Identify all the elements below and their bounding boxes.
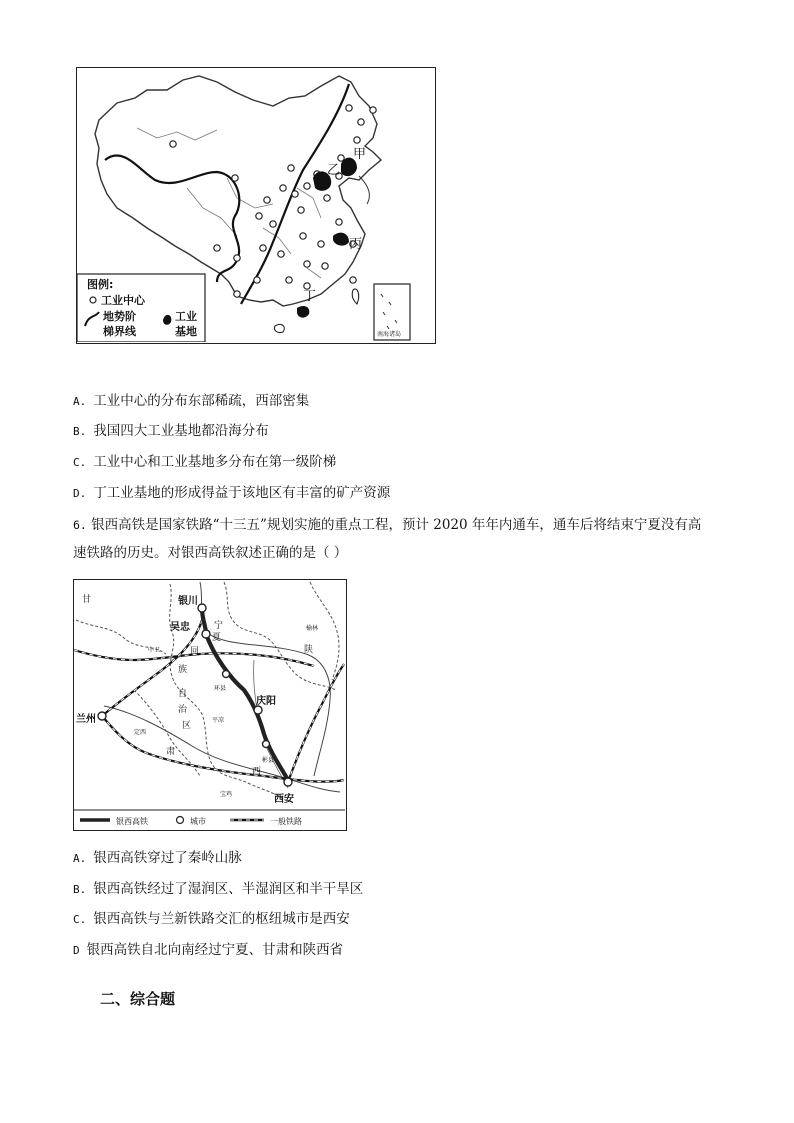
province-boundary-2 — [224, 582, 336, 690]
label-baoji: 宝鸡 — [220, 791, 233, 798]
label-jia: 甲 — [353, 147, 367, 162]
city-yinchuan-marker — [198, 604, 206, 612]
ordinary-railway-4-ticks — [288, 664, 344, 782]
province-boundary — [170, 584, 288, 802]
prov-xi: 西 — [252, 767, 262, 777]
prov-ning: 宁 — [214, 621, 224, 631]
terrain-step-line-1 — [105, 155, 239, 282]
yinxi-railway-map-drawing — [74, 580, 345, 829]
legend-hsr-label: 银西高铁 — [116, 817, 148, 826]
q5-option-d: D. 丁工业基地的形成得益于该地区有丰富的矿产资源 — [73, 485, 391, 501]
q6-option-b: B. 银西高铁经过了湿润区、半湿润区和半干旱区 — [73, 881, 364, 897]
q6-option-a: A. 银西高铁穿过了秦岭山脉 — [73, 850, 242, 866]
legend-line-label-1: 地势阶 — [103, 310, 136, 323]
city-xian: 西安 — [274, 794, 294, 805]
legend-center-symbol — [90, 297, 96, 303]
legend-title: 图例: — [87, 278, 114, 291]
taiwan — [352, 289, 358, 304]
label-zhongwei: 中卫 — [148, 647, 161, 654]
prov-zu: 族 — [178, 665, 188, 675]
city-xian-marker — [284, 778, 292, 786]
label-bing: 丙 — [349, 237, 363, 252]
legend-rail-label: 一般铁路 — [270, 817, 302, 826]
label-dingxi: 定西 — [134, 729, 147, 736]
industrial-centers — [170, 105, 376, 297]
legend-city-symbol — [177, 817, 184, 824]
label-yi: 乙 — [327, 163, 341, 178]
prov-su: 肃 — [166, 747, 176, 757]
prov-shan-top: 陕 — [304, 645, 314, 655]
china-industry-map-drawing — [77, 68, 434, 342]
province-lines — [137, 128, 321, 278]
city-binxian-marker — [263, 741, 270, 748]
city-huanxian-marker — [223, 671, 230, 678]
legend-center-label: 工业中心 — [101, 294, 145, 307]
china-industry-map — [76, 67, 436, 344]
label-ding: 丁 — [303, 289, 317, 304]
hainan — [274, 324, 284, 332]
prov-qu: 区 — [182, 721, 192, 731]
yinxi-railway-map — [73, 579, 347, 831]
city-wuzhong: 吴忠 — [170, 622, 190, 633]
city-lanzhou: 兰州 — [76, 714, 96, 725]
legend-line-label-2: 梯界线 — [103, 325, 136, 338]
q5-option-c: C. 工业中心和工业基地多分布在第一级阶梯 — [73, 454, 337, 470]
legend-city-label: 城市 — [190, 817, 206, 826]
label-binxian: 彬县 — [262, 757, 275, 764]
city-yinchuan: 银川 — [178, 596, 198, 607]
q6-option-c: C. 银西高铁与兰新铁路交汇的枢纽城市是西安 — [73, 911, 350, 927]
city-qingyang-marker — [254, 706, 262, 714]
prov-hui: 回 — [190, 647, 200, 657]
q6-stem-line-1: 6. 银西高铁是国家铁路“十三五”规划实施的重点工程，预计 2020 年年内通车，通车后将结束宁夏没有高 — [73, 517, 702, 533]
q6-option-d: D 银西高铁自北向南经过宁夏、甘肃和陕西省 — [73, 942, 344, 958]
section-title: 二、综合题 — [100, 990, 176, 1008]
city-wuzhong-marker — [202, 630, 210, 638]
legend-base-label-2: 基地 — [175, 325, 197, 338]
q5-option-b: B. 我国四大工业基地都沿海分布 — [73, 423, 269, 439]
label-pingliang: 平凉 — [212, 717, 225, 724]
q5-option-a: A. 工业中心的分布东部稀疏，西部密集 — [73, 393, 310, 409]
label-yulin: 榆林 — [306, 625, 319, 632]
q6-stem — [73, 511, 733, 567]
prov-zhi: 治 — [178, 705, 188, 715]
prov-xia: 夏 — [212, 633, 222, 643]
legend-base-label-1: 工业 — [175, 310, 197, 323]
city-lanzhou-marker — [98, 712, 106, 720]
city-qingyang: 庆阳 — [256, 696, 276, 707]
inset-label: 南海诸岛 — [377, 331, 402, 338]
sea-coast — [359, 176, 369, 204]
prov-gan-top: 甘 — [82, 595, 92, 605]
ordinary-railway-4 — [288, 664, 344, 782]
label-huanxian: 环县 — [214, 685, 227, 692]
prov-zi: 自 — [178, 689, 188, 699]
q6-stem-line-2: 速铁路的历史。对银西高铁叙述正确的是（ ） — [73, 545, 348, 561]
